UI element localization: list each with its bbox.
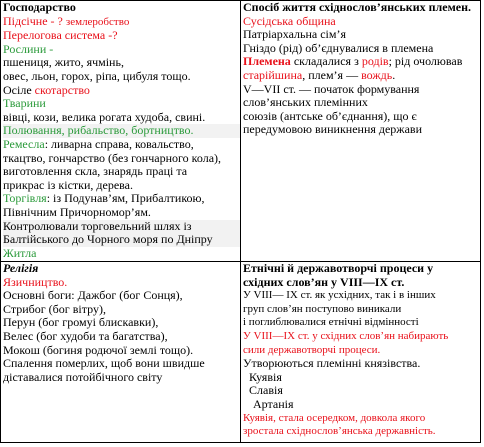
tribes-label: Племена xyxy=(243,54,291,69)
crafts-line: виготовлення скла, знарядь праці та xyxy=(3,164,188,179)
slavia-item: Славія xyxy=(249,383,283,398)
gods-line: Основні боги: Дажбог (бог Сонця), xyxy=(3,288,183,303)
lifestyle-cell xyxy=(241,1,480,261)
farming-label: Підсічне - ? xyxy=(3,13,63,28)
fallow-system: Перелогова система -? xyxy=(3,28,118,43)
artania-item: Артанія xyxy=(253,396,294,411)
cattle-value: скотарство xyxy=(34,82,90,97)
crafts-line: ткацтво, гончарство (без гончарного кола), xyxy=(3,150,222,165)
cattle-line xyxy=(3,84,240,98)
ethnic-red-line: У VIII—IX ст. у східних слов’ян набирають xyxy=(243,329,449,342)
trade-text: : із Подунав’ям, Прибалтикою, xyxy=(46,191,205,206)
tribes-mid: складалися з xyxy=(293,54,359,69)
ethnic-line: груп слов’ян поступово виникали xyxy=(243,302,402,315)
cattle-label: Осіле xyxy=(3,82,32,97)
gods-line: Велес (бог худоби та багатства), xyxy=(3,328,168,343)
farming-value: землеробство xyxy=(65,15,130,28)
religion-cell xyxy=(1,262,240,442)
lifestyle-title: Спосіб життя східнослов’янських племен. xyxy=(243,1,471,14)
ethnic-red-line: сили державотворчі процеси. xyxy=(243,343,381,356)
leader-word: вождь xyxy=(361,67,393,82)
family-line: Патріархальна сім’я xyxy=(243,27,346,42)
animals-label: Тварини xyxy=(3,96,46,111)
route-line: Контролювали торговельний шлях із xyxy=(3,220,240,234)
ethnic-line: У VIII— IX ст. як усхідних, так і в інших xyxy=(243,289,436,302)
ethnic-title: Етнічні й державотворчі процеси у xyxy=(243,262,434,275)
elder-mid: , плем’я — xyxy=(302,67,359,82)
nests-line: Гніздо (рід) об’єднувалися в племена xyxy=(243,40,434,55)
economy-title: Господарство xyxy=(3,1,76,14)
trade-label: Торгівля xyxy=(3,191,47,206)
trades-line: Полювання, рибальство, бортництво. xyxy=(3,124,240,138)
plants-line: пшениця, жито, ячмінь, xyxy=(3,55,124,70)
animals-value: вівці, кози, велика рогата худоба, свині. xyxy=(3,109,206,124)
period-line: слов’янських племінних xyxy=(243,95,368,110)
gods-line: Перун (бог громуі блискавки), xyxy=(3,315,159,330)
tribes-line xyxy=(243,55,480,69)
gods-line: Стрибог (бог вітру), xyxy=(3,301,106,316)
housing-label: Житла xyxy=(3,245,37,260)
crafts-line xyxy=(3,138,240,152)
tribes-rest: ; рід очолював xyxy=(388,54,463,69)
ethnic-line: і поглиблювалися етнічні відмінності xyxy=(243,316,419,329)
route-line: Балтійського до Чорного моря по Дніпру xyxy=(3,233,240,247)
tribes-rody: родів xyxy=(361,54,389,69)
elder-word: старійшина xyxy=(243,67,303,82)
period-line: передумовою виникнення держави xyxy=(243,122,423,137)
gods-line: Мокош (богиня родючої землі тощо). xyxy=(3,342,194,357)
burial-line: діставалися потойбічного світу xyxy=(3,369,163,384)
plants-line: овес, льон, горох, ріпа, цибуля тощо. xyxy=(3,68,191,83)
center-line: Куявія, стала осередком, довкола якого xyxy=(243,411,426,424)
period-line: союзів (антське об’єднання), що є xyxy=(243,108,417,123)
kuyavia-item: Куявія xyxy=(249,369,282,384)
ethnic-title: східних слов’ян у VIII—IX ст. xyxy=(243,274,405,289)
burial-line: Спалення померлих, щоб вони швидше xyxy=(3,356,205,371)
crafts-line: прикрас із кістки, дерева. xyxy=(3,177,133,192)
center-line: зростала східнослов’янська державність. xyxy=(243,425,436,438)
crafts-label: Ремесла xyxy=(3,136,45,151)
farming-line xyxy=(3,15,240,30)
economy-cell xyxy=(1,1,240,261)
trade-line: Північним Причорномор’ям. xyxy=(3,204,151,219)
religion-title: Релігія xyxy=(3,262,39,275)
ethnic-cell xyxy=(241,262,480,442)
community-line: Сусідська община xyxy=(243,13,336,28)
elder-line: старійшина, плем’я — вождь. xyxy=(243,67,396,82)
plants-label: Рослини - xyxy=(3,41,54,56)
principalities-line: Утворюються племінні князівства. xyxy=(243,356,421,371)
period-line: V—VII ст. — початок формування xyxy=(243,81,420,96)
crafts-text: : ливарна справа, ковальство, xyxy=(44,136,194,151)
trade-line xyxy=(3,192,240,206)
paganism-line: Язичництво. xyxy=(3,274,68,289)
